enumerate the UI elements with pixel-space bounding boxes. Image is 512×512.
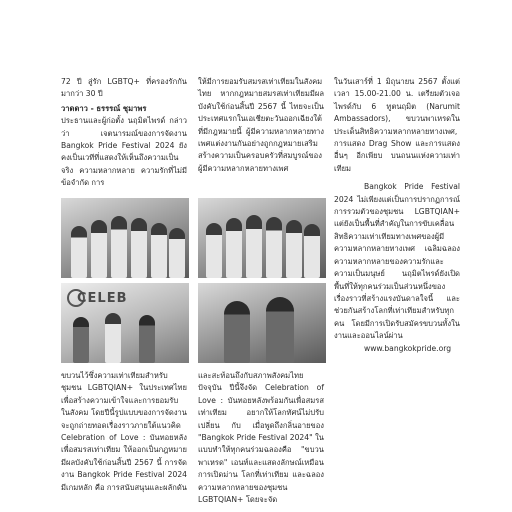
paragraph-body: ประธานและผู้ก่อตั้ง นฤมิตไพรด์ กล่าวว่า เจตนารมณ์ของการจัดงาน Bangkok Pride Festival 2024 ยังคงเป็นเวทีที่แสดงให้เห็นถึงความเป็นจริง ความหลากหลาย ความรักที่ไม่มีข้อจำกัด การ	[61, 116, 187, 188]
paragraph-body: ให้มีการยอมรับสมรสเท่าเทียมในสังคมไทย หากกฎหมายสมรสเท่าเทียมมีผลบังคับใช้ก่อนสิ้นปี 2567 นี้ ไทยจะเป็นประเทศแรกในเอเชียตะวันออกเฉียงใต้ที่มีกฎหมายนี้ ผู้มีความหลากหลายทางเพศแต่งงานกันอย่างถูกกฎหมายเสริมสร้างความเป็นครอบครัวที่สมบูรณ์ของผู้มีความหลากหลายทางเพศ	[198, 77, 324, 173]
paragraph-author: วาดดาว - ธรรรณ์ ชุมาพร	[61, 103, 147, 113]
photo-group-1	[61, 198, 189, 278]
column-1-bottom	[61, 370, 187, 494]
column-2-bottom	[198, 370, 324, 506]
paragraph-event-details: ในวันเสาร์ที่ 1 มิถุนายน 2567 ตั้งแต่เวลา 15.00-21.00 น. เตรียมตัวเจอไพรด์กับ 6 ทูตนฤมิต (Narumit Ambassadors), ขบวนพาเหรดในประเด็นสิทธิความหลากหลายทางเพศ, การแสดง Drag Show และการแสดงอื่นๆ อีกเพียบ บนถนนแห่งความเท่าเทียม	[334, 77, 460, 173]
photo-portrait	[198, 283, 326, 363]
column-1-top	[61, 76, 187, 190]
photo-stage-banner	[61, 283, 189, 363]
column-2-top	[198, 76, 324, 175]
festival-text: Bangkok Pride Festival 2024 ไม่เพียงแต่เป็นการปรากฏการณ์การรวมตัวของชุมชน LGBTQIAN+ แต่ยังเป็นพื้นที่สำคัญในการขับเคลื่อนสิทธิความเท่าเทียมทางเพศของผู้มีความหลากหลายทางเพศ เฉลิมฉลองความหลากหลายของความรักและความเป็นมนุษย์ นฤมิตไพรด์ยังเปิดพื้นที่ให้ทุกคนร่วมเป็นส่วนหนึ่งของเรื่องราวที่สร้างแรงบันดาลใจนี้ และช่วยกันสร้างโลกที่เท่าเทียมสำหรับทุกคน โดยมีการเปิดรับสมัครขบวนทั้งในงานและออนไลน์ผ่าน	[334, 182, 460, 341]
paragraph-intro: 72 ปี สู่รัก LGBTQ+ ที่ครองรักกันมากว่า 30 ปี	[61, 77, 187, 99]
paragraph-body: ขบวนไว้ซึ่งความเท่าเทียมสำหรับชุมชน LGBTQIAN+ ในประเทศไทย เพื่อสร้างความเข้าใจและการยอมรับในสังคม โดยปีนี้รูปแบบของการจัดงานจะถูกถ่ายทอดเรื่องราวภายใต้แนวคิด Celebration of Love : บันทอยหลังเพื่อสมรสเท่าเทียม ให้ออกเป็นกฎหมายมีผลบังคับใช้ก่อนสิ้นปี 2567 นี้ การจัดงาน Bangkok Pride Festival 2024 มีเกมหลัก คือ การสนับสนุนและผลักดัน	[61, 371, 187, 492]
column-3	[334, 76, 460, 355]
website-link[interactable]: www.bangkokpride.org	[364, 343, 452, 353]
paragraph-festival	[334, 181, 460, 355]
banner-text: CELEB	[77, 291, 128, 306]
paragraph-body: และสะท้อนถึงกับสภาพสังคมไทยปัจจุบัน ปีนี้จึงจัด Celebration of Love : บันทอยหลังพร้อมกันเพื่อสมรสเท่าเทียม อยากให้โลกทัศน์ไม่ปรับเปลี่ยน กับ เมื่อพูดถึงกลิ่นอายของ "Bangkok Pride Festival 2024" ในแบบทำให้ทุกคนร่วมฉลองคือ "ขบวนพาเหรด" เอนท์และแสดงลักษณ์เหมือนการเปิดม่าน โลกที่เท่าเทียม และฉลองความหลากหลายของชุมชน LGBTQIAN+ โดยจะจัด	[198, 371, 324, 505]
photo-group-2	[198, 198, 326, 278]
